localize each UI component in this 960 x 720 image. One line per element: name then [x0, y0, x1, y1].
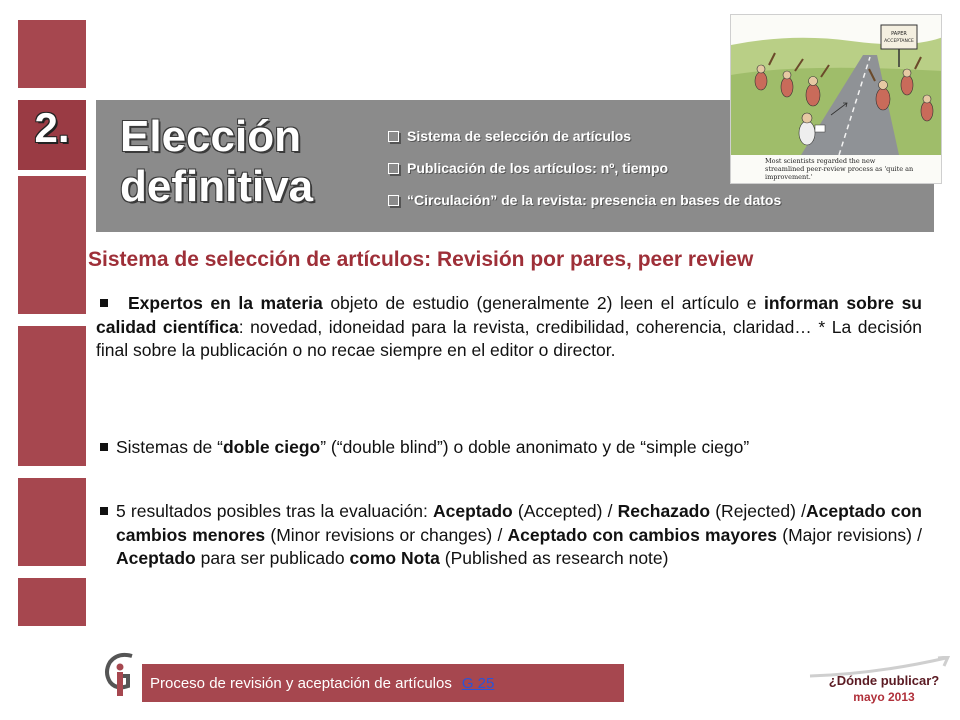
side-tab [18, 478, 86, 566]
where-to-publish [818, 672, 950, 706]
footer-label: Proceso de revisión y aceptación de artículos [150, 674, 452, 692]
gi-logo-icon [102, 650, 142, 700]
slide-title-line1: Elección [120, 112, 301, 161]
topic-item: “Circulación” de la revista: presencia en bases de datos [388, 184, 928, 216]
checkbox-icon [388, 163, 399, 174]
bullet-experts: Expertos en la materia objeto de estudio (generalmente 2) leen el artículo e informan sobre su calidad científica: novedad, idoneidad para la revista, credibilidad, coherencia, claridad… * La decisión final sobre la publicación o no recae siempre en el editor o director. [96, 293, 923, 360]
topic-item: Publicación de los artículos: nº, tiempo [388, 152, 928, 184]
peer-review-cartoon [730, 14, 942, 184]
svg-text:ACCEPTANCE: ACCEPTANCE [884, 39, 914, 44]
side-tab [18, 176, 86, 314]
bullet-blind-review: Sistemas de “doble ciego” (“double blind”) o doble anonimato y de “simple ciego” [116, 437, 750, 457]
section-number: 2. [34, 104, 70, 151]
slide-title [120, 112, 313, 212]
section-heading: Sistema de selección de artículos: Revisión por pares, peer review [88, 248, 754, 271]
bullet-outcomes: 5 resultados posibles tras la evaluación: Aceptado (Accepted) / Rechazado (Rejected) /Aceptado con cambios menores (Minor revisions or changes) / Aceptado con cambios mayores (Major revisions) / Aceptado para ser publicado como Nota (Published as research note) [116, 501, 923, 568]
side-tab [18, 326, 86, 466]
topic-item: Sistema de selección de artículos [388, 120, 928, 152]
where-title: ¿Dónde publicar? [828, 673, 940, 688]
side-tab [18, 578, 86, 626]
side-tab [18, 20, 86, 88]
checkbox-icon [388, 131, 399, 142]
cartoon-sign-text: PAPER [891, 31, 907, 37]
footer-bar [142, 664, 624, 702]
checkbox-icon [388, 195, 399, 206]
footer-link[interactable]: G 25 [461, 674, 495, 692]
date-label: mayo 2013 [853, 690, 915, 704]
slide-title-line2: definitiva [120, 162, 314, 211]
cartoon-caption: Most scientists regarded the new streamlined peer-review process as 'quite an improvement.' [765, 157, 914, 181]
